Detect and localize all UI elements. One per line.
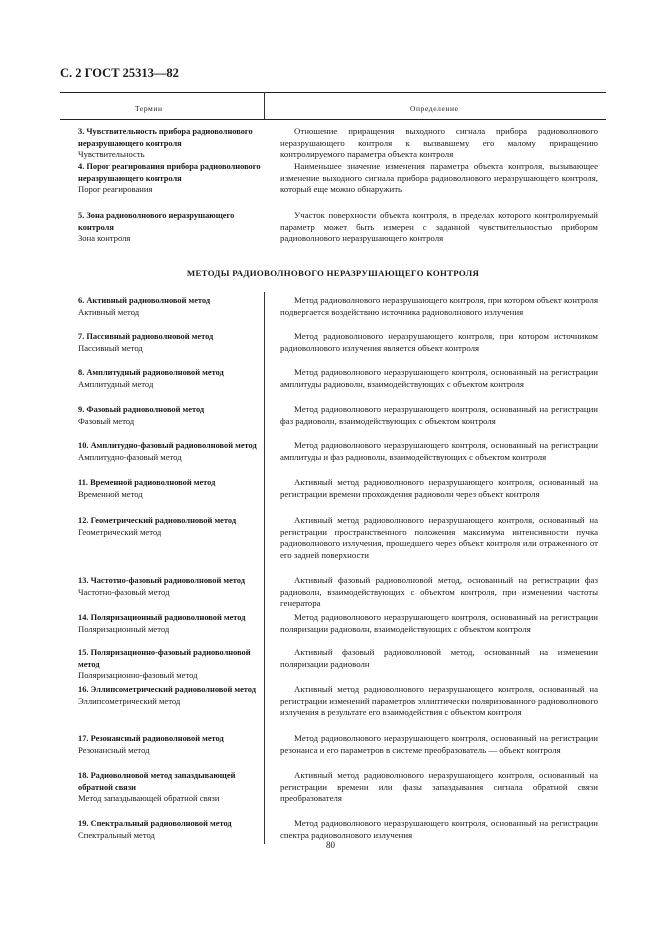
definition-text: Метод радиоволнового неразрушающего контроля, при котором объект контроля подвергается воздействию источника радиоволнового излучения	[280, 295, 598, 317]
term-short: Фазовый метод	[78, 415, 135, 426]
definition-text: Участок поверхности объекта контроля, в пределах которого контролируемый параметр может быть измерен с заданной чувствительностью прибором радиоволнового неразрушающего контроля	[280, 210, 598, 243]
section-title: МЕТОДЫ РАДИОВОЛНОВОГО НЕРАЗРУШАЮЩЕГО КОНТРОЛЯ	[186, 268, 480, 278]
term-name: 3. Чувствительность прибора радиоволнового неразрушающего контроля	[78, 127, 253, 148]
term-short: Резонансный метод	[78, 744, 150, 755]
term-name: 15. Поляризационно-фазовый радиоволновой метод	[78, 648, 251, 669]
term-short: Частотно-фазовый метод	[78, 586, 170, 597]
page-header: С. 2 ГОСТ 25313—82	[60, 66, 179, 80]
definition-text: Метод радиоволнового неразрушающего контроля, основанный на регистрации резонанса и его параметров в системе преобразователь — объект контроля	[280, 733, 598, 755]
term-entry	[78, 440, 261, 463]
term-name: 4. Порог реагирования прибора радиоволнового неразрушающего контроля	[78, 162, 261, 183]
definition-text: Активный метод радиоволнового неразрушающего контроля, основанный на регистрации изменений параметров эллиптически поляризованного радиоволнового излучения в результате его взаимодействия с объектом контроля	[280, 684, 598, 717]
term-short: Порог реагирования	[78, 184, 153, 194]
term-entry	[78, 477, 261, 500]
term-entry	[78, 684, 261, 707]
term-short: Активный метод	[78, 306, 140, 317]
term-name: 13. Частотно-фазовый радиоволновой метод	[78, 576, 245, 585]
term-entry	[78, 331, 261, 354]
term-name: 6. Активный радиоволновой метод	[78, 296, 211, 305]
term-entry	[78, 647, 261, 682]
term-entry	[78, 126, 261, 161]
definition-text: Метод радиоволнового неразрушающего контроля, основанный на регистрации фаз радиоволн, взаимодействующих с объектом контроля	[280, 404, 598, 426]
column-divider-top	[264, 92, 265, 119]
term-name: 8. Амплитудный радиоволновой метод	[78, 368, 224, 377]
term-entry	[78, 210, 261, 245]
term-name: 18. Радиоволновой метод запаздывающей обратной связи	[78, 771, 236, 792]
term-short: Метод запаздывающей обратной связи	[78, 793, 220, 803]
definition-text: Активный метод радиоволнового неразрушающего контроля, основанный на регистрации времени или фазы запаздывания сигнала обратной связи преобразователя	[280, 770, 598, 803]
term-entry	[78, 515, 261, 538]
definition-text: Активный фазовый радиоволновой метод, основанный на изменении поляризации радиоволн	[280, 647, 598, 669]
term-name: 10. Амплитудно-фазовый радиоволновой метод	[78, 441, 257, 450]
definition-text: Метод радиоволнового неразрушающего контроля, при котором источником радиоволнового излучения является объект контроля	[280, 331, 598, 353]
term-name: 7. Пассивный радиоволновой метод	[78, 332, 214, 341]
term-short: Амплитудный метод	[78, 378, 154, 389]
term-short: Временной метод	[78, 488, 143, 499]
definition-text: Активный метод радиоволнового неразрушающего контроля, основанный на регистрации времени прохождения радиоволн через объект контроля	[280, 477, 598, 499]
term-entry	[78, 818, 261, 841]
term-name: 16. Эллипсометрический радиоволновой метод	[78, 685, 256, 694]
term-entry	[78, 733, 261, 756]
term-name: 11. Временной радиоволновой метод	[78, 478, 216, 487]
term-name: 9. Фазовый радиоволновой метод	[78, 405, 205, 414]
column-header-term: Термин	[135, 104, 163, 113]
term-short: Чувствительность	[78, 149, 145, 159]
term-short: Спектральный метод	[78, 829, 155, 840]
term-name: 12. Геометрический радиоволновой метод	[78, 516, 237, 525]
term-entry	[78, 770, 261, 805]
term-entry	[78, 404, 261, 427]
term-short: Геометрический метод	[78, 526, 162, 537]
definition-text: Отношение приращения выходного сигнала прибора радиоволнового неразрушающего контроля к вызвавшему его малому приращению контролируемого параметра объекта контроля	[280, 126, 598, 159]
definition-text: Метод радиоволнового неразрушающего контроля, основанный на регистрации амплитуды и фаз радиоволн, взаимодействующих с объектом контроля	[280, 440, 598, 462]
term-short: Эллипсометрический метод	[78, 695, 181, 706]
definition-text: Наименьшее значение изменения параметра объекта контроля, вызывающее изменение выходного сигнала прибора радиоволнового неразрушающего контроля, который еще можно обнаружить	[280, 161, 598, 194]
term-short: Амплитудно-фазовый метод	[78, 451, 182, 462]
term-short: Пассивный метод	[78, 342, 143, 353]
definition-text: Метод радиоволнового неразрушающего контроля, основанный на регистрации спектра радиоволнового излучения	[280, 818, 598, 840]
term-entry	[78, 161, 261, 196]
definition-text: Метод радиоволнового неразрушающего контроля, основанный на регистрации амплитуды радиоволн, взаимодействующих с объектом контроля	[280, 367, 598, 389]
column-divider	[264, 292, 265, 844]
column-header-definition: Определение	[410, 104, 459, 113]
term-short: Поляризационно-фазовый метод	[78, 670, 198, 680]
term-name: 19. Спектральный радиоволновой метод	[78, 819, 232, 828]
table-top-rule	[60, 92, 606, 93]
term-name: 14. Поляризационный радиоволновой метод	[78, 613, 246, 622]
definition-text: Активный метод радиоволнового неразрушающего контроля, основанный на регистрации пространственного положения максимума интенсивности пучка радиоволнового излучения, прошедшего через объект контроля или отраженного от его задней поверхности	[280, 515, 598, 560]
term-short: Зона контроля	[78, 233, 131, 243]
term-entry	[78, 367, 261, 390]
term-entry	[78, 295, 261, 318]
term-entry	[78, 575, 261, 598]
definition-text: Метод радиоволнового неразрушающего контроля, основанный на регистрации поляризации радиоволн, взаимодействующих с объектом контроля	[280, 612, 598, 634]
definition-text: Активный фазовый радиоволновой метод, основанный на регистрации фаз радиоволн, взаимодействующих с объектом контроля, при изменении частоты генератора	[280, 575, 598, 608]
page-number: 80	[326, 840, 335, 850]
term-name: 17. Резонансный радиоволновой метод	[78, 734, 224, 743]
term-name: 5. Зона радиоволнового неразрушающего контроля	[78, 211, 235, 232]
term-short: Поляризационный метод	[78, 623, 170, 634]
term-entry	[78, 612, 261, 635]
table-header-rule	[60, 119, 606, 120]
